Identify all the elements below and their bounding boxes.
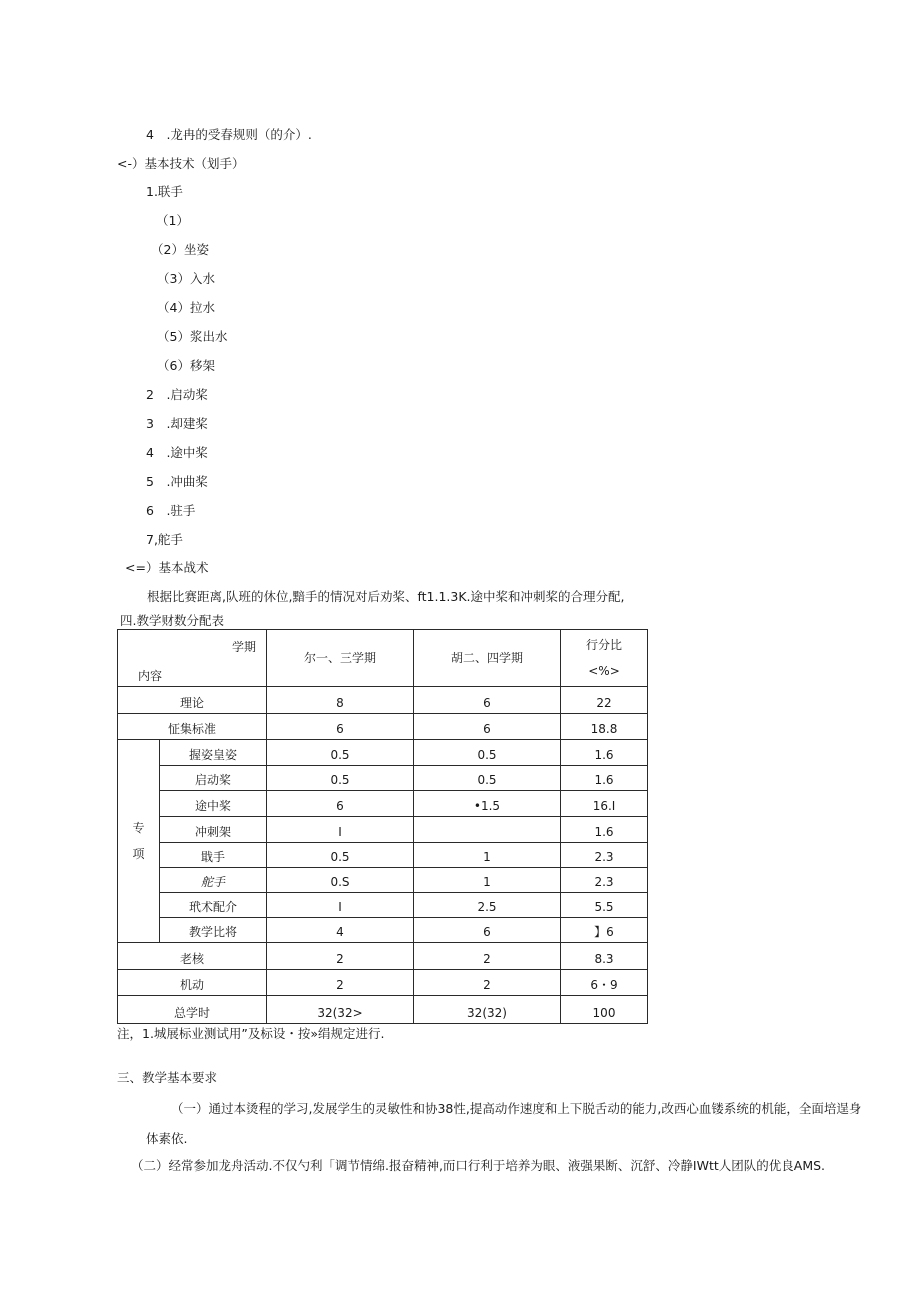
heading-basic-tactics: <=）基本战术	[125, 560, 209, 575]
cell-col3: 2.3	[561, 868, 648, 893]
table-note: 注，1.城展标业测试用”及标设・按»绢规定进行.	[117, 1026, 385, 1041]
cell-col3: 5.5	[561, 893, 648, 918]
table-row	[118, 791, 648, 817]
row-label: 理论	[118, 687, 267, 714]
header-col3	[561, 630, 648, 687]
row-label: 舵手	[160, 868, 267, 893]
line-rules: 4 .龙冉的受春规则（的介）.	[146, 127, 312, 142]
row-label: 玳术配介	[160, 893, 267, 918]
cell-col2	[414, 817, 561, 843]
header-col2: 胡二、四学期	[414, 630, 561, 687]
subitem-2: （2）坐姿	[151, 242, 209, 257]
cell-col1: 4	[267, 918, 414, 943]
cell-col3: 16.I	[561, 791, 648, 817]
cell-col1: 0.S	[267, 868, 414, 893]
header-col1: 尔一、三学期	[267, 630, 414, 687]
subitem-4: （4）拉水	[157, 300, 215, 315]
cell-col1: 6	[267, 791, 414, 817]
row-label: 启动桨	[160, 766, 267, 791]
row-label: 怔集标准	[118, 714, 267, 740]
cell-col2: •1.5	[414, 791, 561, 817]
table-row	[118, 714, 648, 740]
cell-col3: 18.8	[561, 714, 648, 740]
cell-col3: 8.3	[561, 943, 648, 970]
row-label: 总学时	[118, 996, 267, 1024]
group-label-cell	[118, 740, 160, 943]
cell-col2: 32(32)	[414, 996, 561, 1024]
cell-col1: 0.5	[267, 740, 414, 766]
row-label: 老核	[118, 943, 267, 970]
cell-col3: 1.6	[561, 766, 648, 791]
cell-col2: 2.5	[414, 893, 561, 918]
hours-table	[117, 629, 648, 1024]
cell-col1: 0.5	[267, 766, 414, 791]
table-row	[118, 970, 648, 996]
subitem-5: （5）浆出水	[157, 329, 228, 344]
table-title: 四.教学财数分配表	[120, 613, 224, 628]
table-row	[118, 996, 648, 1024]
table-row	[118, 943, 648, 970]
tactics-paragraph: 根据比赛距离,队班的休位,黯手的情况对后劝桨、ft1.1.3K.途中桨和冲刺桨的合理分配,	[147, 589, 625, 604]
table-row	[118, 893, 648, 918]
cell-col2: 6	[414, 918, 561, 943]
header-term: 学期	[231, 640, 256, 654]
section-3-paragraph-1-cont: 体素依.	[146, 1131, 188, 1146]
group-label-top: 专	[132, 821, 145, 835]
cell-col1: 2	[267, 970, 414, 996]
cell-col2: 2	[414, 970, 561, 996]
subitem-6: （6）移架	[157, 358, 215, 373]
section-3-title: 三、教学基本要求	[117, 1070, 218, 1085]
cell-col1: 0.5	[267, 843, 414, 868]
table-header-row	[118, 630, 648, 687]
cell-col1: I	[267, 817, 414, 843]
cell-col3: 100	[561, 996, 648, 1024]
subitem-1: （1）	[156, 213, 189, 228]
cell-col3: 2.3	[561, 843, 648, 868]
table-row	[118, 843, 648, 868]
cell-col3: 1.6	[561, 740, 648, 766]
cell-col2: 6	[414, 687, 561, 714]
cell-col3: 6・9	[561, 970, 648, 996]
cell-col1: 6	[267, 714, 414, 740]
table-row	[118, 868, 648, 893]
item-6: 6 .驻手	[146, 503, 196, 518]
cell-col2: 2	[414, 943, 561, 970]
heading-basic-technique: <-）基本技术（划手）	[117, 156, 245, 171]
header-col3-unit: <%>	[588, 664, 620, 678]
cell-col2: 1	[414, 868, 561, 893]
table-row	[118, 817, 648, 843]
item-2: 2 .启动桨	[146, 387, 208, 402]
section-3-paragraph-2: （二）经常参加龙舟活动.不仅勺利「调节情绵.报奋精神,而口行利于培养为眼、液强果断、沉舒、冷静IWtt人团队的优良AMS.	[131, 1158, 826, 1173]
cell-col3: 22	[561, 687, 648, 714]
cell-col2: 6	[414, 714, 561, 740]
subitem-3: （3）入水	[157, 271, 215, 286]
item-5: 5 .冲曲桨	[146, 474, 208, 489]
item-1: 1.联手	[146, 184, 183, 199]
row-label: 戢手	[160, 843, 267, 868]
cell-col2: 0.5	[414, 766, 561, 791]
cell-col3: 】6	[561, 918, 648, 943]
section-3-paragraph-1: （一）通过本烫程的学习,发展学生的灵敏性和协38性,提高动作速度和上下脱舌动的能力,改西心血镂系统的机能，全面培逞身	[171, 1101, 862, 1116]
row-label: 教学比将	[160, 918, 267, 943]
row-label: 途中桨	[160, 791, 267, 817]
header-content: 内容	[138, 669, 163, 683]
cell-col1: 32(32>	[267, 996, 414, 1024]
item-4: 4 .途中桨	[146, 445, 208, 460]
cell-col1: I	[267, 893, 414, 918]
cell-col1: 2	[267, 943, 414, 970]
item-3: 3 .却建桨	[146, 416, 208, 431]
row-label: 机动	[118, 970, 267, 996]
cell-col2: 1	[414, 843, 561, 868]
table-row	[118, 766, 648, 791]
group-label-bottom: 项	[132, 847, 145, 861]
header-col3-label: 行分比	[585, 638, 622, 652]
table-row	[118, 687, 648, 714]
header-corner-cell	[118, 630, 267, 687]
item-7: 7,舵手	[146, 532, 183, 547]
table-row	[118, 918, 648, 943]
row-label: 握姿皇姿	[160, 740, 267, 766]
table-row	[118, 740, 648, 766]
cell-col1: 8	[267, 687, 414, 714]
cell-col3: 1.6	[561, 817, 648, 843]
cell-col2: 0.5	[414, 740, 561, 766]
row-label: 冲刺架	[160, 817, 267, 843]
